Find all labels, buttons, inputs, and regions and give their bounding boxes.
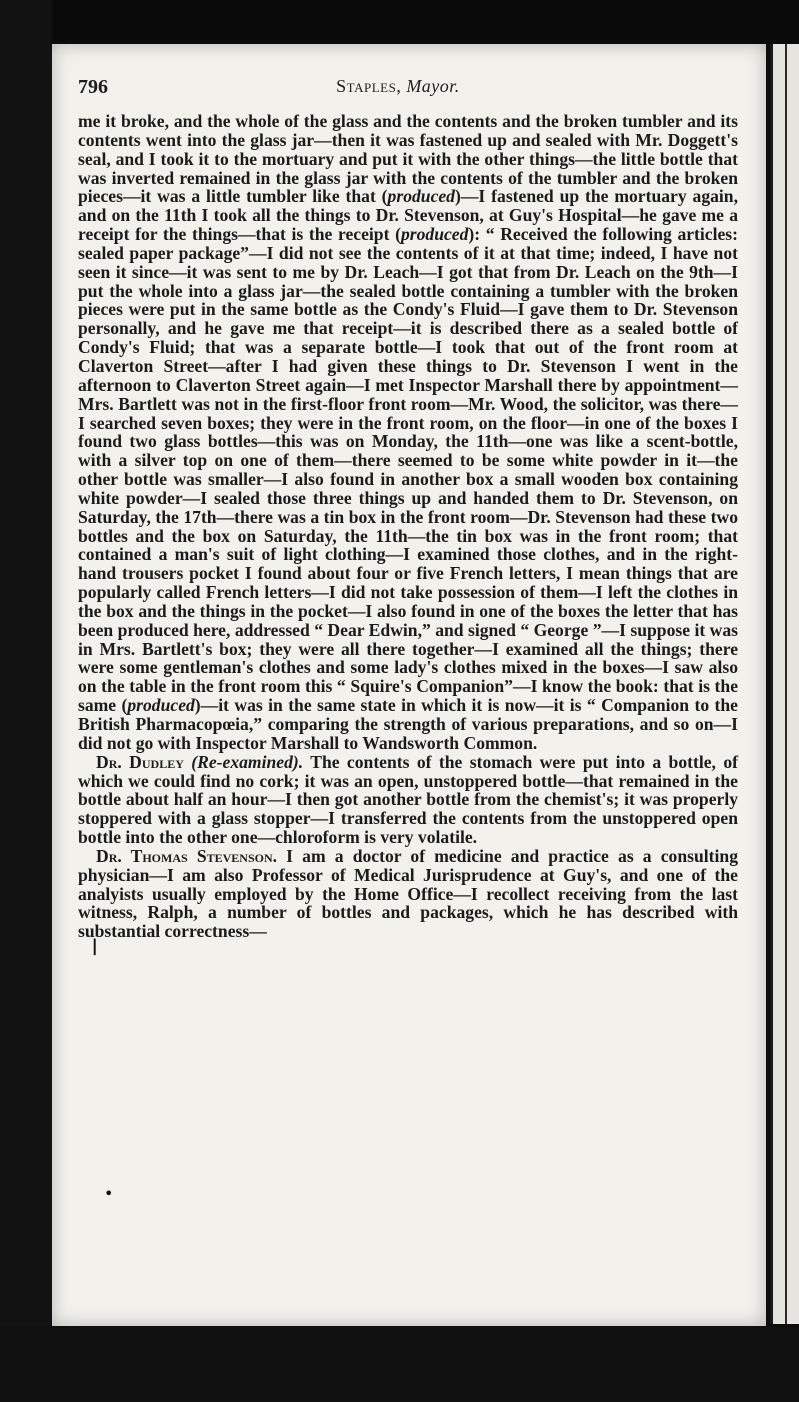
- witness-role: (Re-examined).: [191, 751, 304, 772]
- text-run: I am a doctor of medicine and practice as a consulting physician—I am also Professor of Medical Jurisprudence at Guy's, and one of the analyists usually employed by the Home Office—I recollect receiving from the last witness, Ralph, a number of bottles and packages, which he has described with substantial correctness—: [78, 845, 738, 942]
- testimony-paragraph-ralph: [78, 112, 738, 753]
- adjacent-page-edge: [770, 44, 799, 1324]
- margin-stroke-mark: ❘: [88, 936, 102, 955]
- testimony-paragraph-dudley: [78, 753, 738, 847]
- testimony-paragraph-stevenson: [78, 847, 738, 941]
- witness-name: Dr. Dudley: [96, 751, 184, 772]
- margin-dot-mark: •: [104, 1184, 114, 1203]
- scan-bottom-border: [0, 1326, 799, 1402]
- witness-name: Dr. Thomas Stevenson.: [96, 845, 278, 866]
- running-title: [78, 76, 718, 97]
- exhibit-note: produced: [400, 224, 469, 245]
- page-header: [78, 72, 718, 102]
- page-number: 796: [78, 76, 108, 98]
- running-title-name: Staples,: [336, 76, 402, 96]
- exhibit-note: produced: [387, 186, 455, 207]
- running-title-office: Mayor.: [406, 76, 460, 96]
- text-run: me it broke, and the whole of the glass and the contents and the broken tumbler and its contents went into the glass jar—then it was fastened up and sealed with Mr. Doggett's seal, and I took it to the mortuary and put it with the other things—the little bottle that was inverted remained in the glass jar with the contents of the tumbler and the broken pieces—it was a little tumbler like that (: [78, 111, 738, 207]
- exhibit-note: produced: [127, 695, 195, 716]
- book-binding-edge: [0, 0, 52, 1402]
- text-run: )—it was in the same state in which it is now—it is “ Companion to the British Pharmacopœia,” comparing the strength of various preparations, and so on—I did not go with Inspector Marshall to Wandsworth Common.: [78, 695, 738, 753]
- text-run: ): “ Received the following articles: sealed paper package”—I did not see the contents of it at that time; indeed, I have not seen it since—it was sent to me by Dr. Leach—I got that from Dr. Leach on the 9th—I put the whole into a glass jar—the sealed bottle containing a tumbler with the broken pieces were put in the same bottle as the Condy's Fluid—I gave them to Dr. Stevenson personally, and he gave me that receipt—it is described there as a sealed bottle of Condy's Fluid; that was a separate bottle—I took that out of the front room at Claverton Street—after I had given these things to Dr. Stevenson I went in the afternoon to Claverton Street again—I met Inspector Marshall there by appointment—Mrs. Bartlett was not in the first-floor front room—Mr. Wood, the solicitor, was there—I searched seven boxes; they were in the front room, on the floor—in one of the boxes I found two glass bottles—this was on Monday, the 11th—one was like a scent-bottle, with a silver top on one of them—there seemed to be some white powder in it—the other bottle was smaller—I also found in another box a small wooden box containing white powder—I sealed those three things up and handed them to Dr. Stevenson, on Saturday, the 17th—there was a tin box in the front room—Dr. Stevenson had these two bottles and the box on Saturday, the 11th—the tin box was in the front room; that contained a man's suit of light clothing—I examined those clothes, and in the right-hand trousers pocket I found about four or five French letters, I mean things that are popularly called French letters—I did not take possession of them—I left the clothes in the box and the things in the pocket—I also found in one of the boxes the letter that has been produced here, addressed “ Dear Edwin,” and signed “ George ”—I suppose it was in Mrs. Bartlett's box; they were all there together—I examined all the things; there were some gentleman's clothes and some lady's clothes mixed in the boxes—I saw also on the table in the front room this “ Squire's Companion”—I know the book: that is the same (: [78, 224, 739, 716]
- text-run: )—I fastened up the mortuary again, and on the 11th I took all the things to Dr. Stevenson, at Guy's Hospital—he gave me a receipt for the things—that is the receipt (: [78, 186, 738, 245]
- text-run: The contents of the stomach were put into a bottle, of which we could find no cork; it was an open, unstoppered bottle—that remained in the bottle about half an hour—I then got another bottle from the chemist's; it was properly stoppered with a glass stopper—I transferred the contents from the unstoppered open bottle into the other one—chloroform is very volatile.: [78, 751, 738, 848]
- page-body-text: [78, 112, 738, 941]
- scan-top-border: [0, 0, 799, 44]
